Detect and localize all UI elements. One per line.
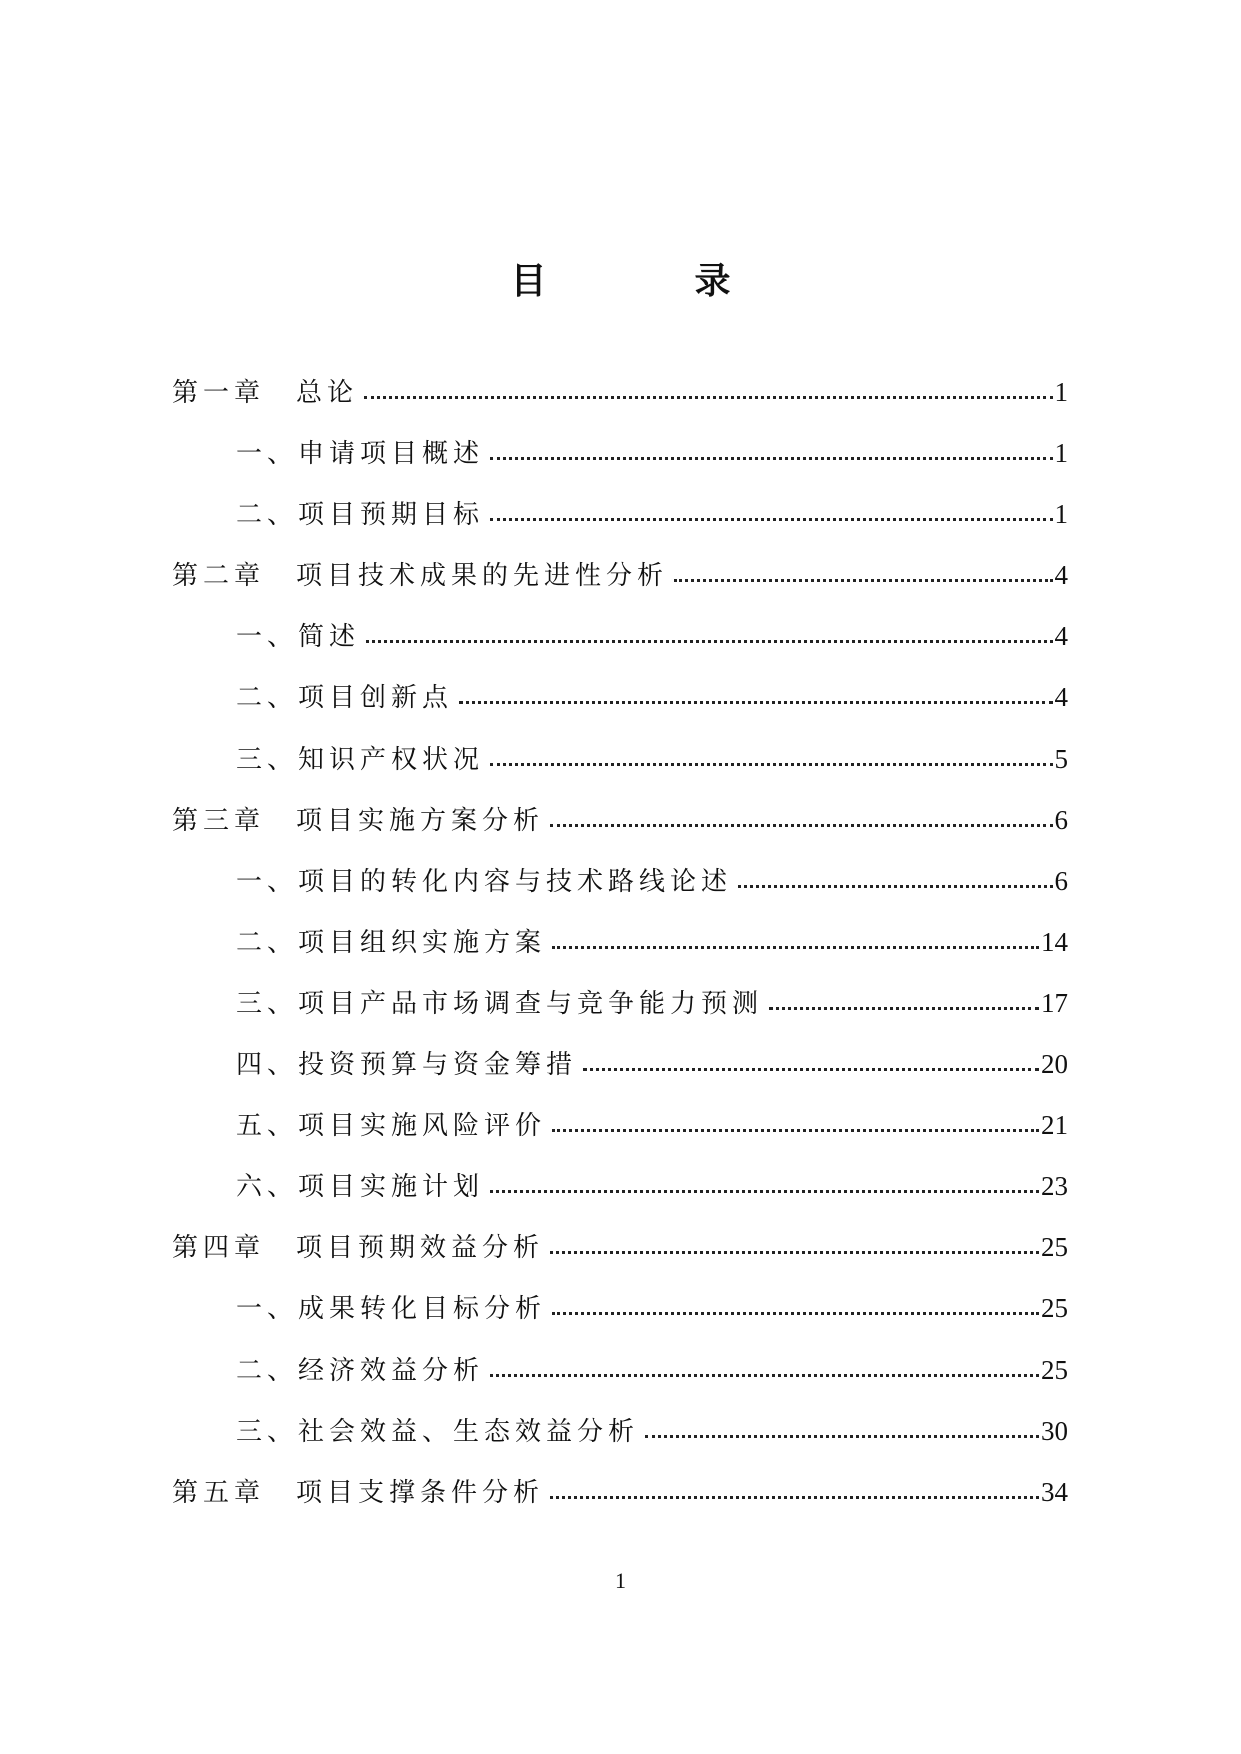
toc-entry-text: 项目实施计划 (298, 1172, 485, 1203)
toc-dot-leader (674, 560, 1052, 584)
toc-entry-label (172, 373, 358, 413)
toc-dot-leader (490, 1355, 1039, 1379)
toc-section-entry[interactable] (172, 494, 1068, 555)
toc-section-entry[interactable] (172, 433, 1068, 494)
toc-section-entry[interactable] (172, 1288, 1068, 1349)
toc-dot-leader (364, 377, 1052, 401)
toc-entry-number: 五、 (236, 1111, 299, 1142)
toc-section-entry[interactable] (172, 739, 1068, 800)
toc-entry-label (236, 923, 546, 963)
toc-entry-text: 项目预期效益分析 (296, 1233, 545, 1264)
toc-section-entry[interactable] (172, 983, 1068, 1044)
toc-entry-label (236, 495, 484, 535)
toc-entry-number: 第四章 (172, 1233, 266, 1264)
toc-entry-text: 项目实施风险评价 (298, 1111, 547, 1142)
toc-section-entry[interactable] (172, 861, 1068, 922)
toc-section-entry[interactable] (172, 922, 1068, 983)
toc-entry-text: 项目组织实施方案 (298, 927, 547, 958)
toc-dot-leader (490, 1171, 1039, 1195)
toc-section-entry[interactable] (172, 1166, 1068, 1227)
toc-dot-leader (550, 805, 1052, 829)
toc-page-number: 14 (1041, 926, 1068, 957)
toc-entry-number: 二、 (236, 1355, 299, 1386)
toc-dot-leader (645, 1416, 1039, 1440)
toc-entry-text: 简述 (298, 622, 361, 653)
toc-page-number: 25 (1041, 1293, 1068, 1324)
toc-section-entry[interactable] (172, 1044, 1068, 1105)
toc-page-number: 6 (1054, 865, 1068, 896)
toc-dot-leader (552, 1293, 1039, 1317)
toc-chapter-entry[interactable] (172, 1472, 1068, 1533)
toc-section-entry[interactable] (172, 1350, 1068, 1411)
toc-entry-label (236, 1289, 546, 1329)
toc-entry-number: 二、 (236, 683, 299, 714)
toc-dot-leader (769, 988, 1039, 1012)
toc-chapter-entry[interactable] (172, 555, 1068, 616)
toc-entry-label (236, 617, 360, 657)
toc-entry-label (172, 801, 544, 841)
toc-entry-number: 一、 (236, 1294, 299, 1325)
toc-entry-text: 项目的转化内容与技术路线论述 (298, 866, 733, 897)
toc-entry-label (172, 1228, 544, 1268)
toc-entry-label (236, 740, 484, 780)
toc-entry-text: 项目创新点 (298, 683, 454, 714)
toc-entry-label (236, 862, 732, 902)
toc-dot-leader (366, 621, 1052, 645)
toc-page-number: 23 (1041, 1171, 1068, 1202)
toc-page-number: 1 (1054, 499, 1068, 530)
table-of-contents (172, 372, 1068, 1533)
toc-page-number: 20 (1041, 1049, 1068, 1080)
toc-dot-leader (738, 866, 1052, 890)
toc-entry-text: 经济效益分析 (298, 1355, 485, 1386)
toc-chapter-entry[interactable] (172, 800, 1068, 861)
toc-entry-number: 四、 (236, 1050, 299, 1081)
toc-entry-number: 第三章 (172, 805, 266, 836)
toc-entry-number: 三、 (236, 1416, 299, 1447)
toc-entry-number: 第二章 (172, 561, 266, 592)
toc-entry-text: 知识产权状况 (298, 744, 485, 775)
toc-entry-number: 一、 (236, 866, 299, 897)
toc-entry-number: 六、 (236, 1172, 299, 1203)
toc-page-number: 17 (1041, 987, 1068, 1018)
page-title: 目 录 (510, 261, 787, 302)
toc-entry-text: 项目实施方案分析 (296, 805, 545, 836)
toc-page-number: 25 (1041, 1232, 1068, 1263)
toc-entry-number: 三、 (236, 988, 299, 1019)
toc-dot-leader (459, 682, 1052, 706)
toc-page-number: 21 (1041, 1110, 1068, 1141)
toc-section-entry[interactable] (172, 1411, 1068, 1472)
toc-entry-number: 一、 (236, 622, 299, 653)
toc-entry-label (236, 1351, 484, 1391)
toc-entry-label (236, 1045, 577, 1085)
toc-page-number: 34 (1041, 1476, 1068, 1507)
toc-entry-text: 社会效益、生态效益分析 (298, 1416, 640, 1447)
toc-entry-label (236, 1412, 639, 1452)
toc-page-number: 30 (1041, 1415, 1068, 1446)
toc-dot-leader (490, 744, 1052, 768)
toc-dot-leader (490, 499, 1052, 523)
toc-entry-text: 项目支撑条件分析 (296, 1477, 545, 1508)
toc-section-entry[interactable] (172, 1105, 1068, 1166)
toc-page-number: 4 (1054, 682, 1068, 713)
toc-page-number: 4 (1054, 621, 1068, 652)
toc-dot-leader (490, 438, 1052, 462)
toc-entry-label (236, 1167, 484, 1207)
toc-entry-label (236, 678, 453, 718)
toc-entry-number: 二、 (236, 927, 299, 958)
toc-entry-text: 总论 (296, 378, 359, 408)
toc-dot-leader (583, 1049, 1039, 1073)
toc-entry-text: 项目技术成果的先进性分析 (296, 561, 669, 592)
toc-page-number: 1 (1054, 377, 1068, 407)
toc-section-entry[interactable] (172, 677, 1068, 738)
toc-entry-number: 三、 (236, 744, 299, 775)
toc-page-number: 4 (1054, 560, 1068, 591)
toc-entry-label (172, 1473, 544, 1513)
toc-entry-label (236, 434, 484, 474)
toc-entry-label (236, 1106, 546, 1146)
toc-entry-number: 二、 (236, 500, 299, 531)
toc-entry-text: 申请项目概述 (298, 439, 485, 470)
toc-entry-number: 第五章 (172, 1477, 266, 1508)
toc-entry-number: 第一章 (172, 378, 266, 408)
page-number: 1 (615, 1568, 626, 1593)
toc-section-entry[interactable] (172, 616, 1068, 677)
toc-chapter-entry[interactable] (172, 372, 1068, 433)
toc-chapter-entry[interactable] (172, 1227, 1068, 1288)
toc-page-number: 25 (1041, 1354, 1068, 1385)
toc-page-number: 6 (1054, 804, 1068, 835)
toc-entry-number: 一、 (236, 439, 299, 470)
toc-page-number: 5 (1054, 743, 1068, 774)
toc-dot-leader (552, 927, 1039, 951)
toc-entry-label (172, 556, 668, 596)
toc-entry-text: 项目产品市场调查与竞争能力预测 (298, 988, 764, 1019)
toc-entry-text: 成果转化目标分析 (298, 1294, 547, 1325)
toc-entry-text: 投资预算与资金筹措 (298, 1050, 578, 1081)
toc-dot-leader (550, 1477, 1039, 1501)
toc-entry-label (236, 984, 763, 1024)
toc-page-number: 1 (1054, 438, 1068, 469)
toc-entry-text: 项目预期目标 (298, 500, 485, 531)
toc-dot-leader (550, 1232, 1039, 1256)
toc-dot-leader (552, 1110, 1039, 1134)
